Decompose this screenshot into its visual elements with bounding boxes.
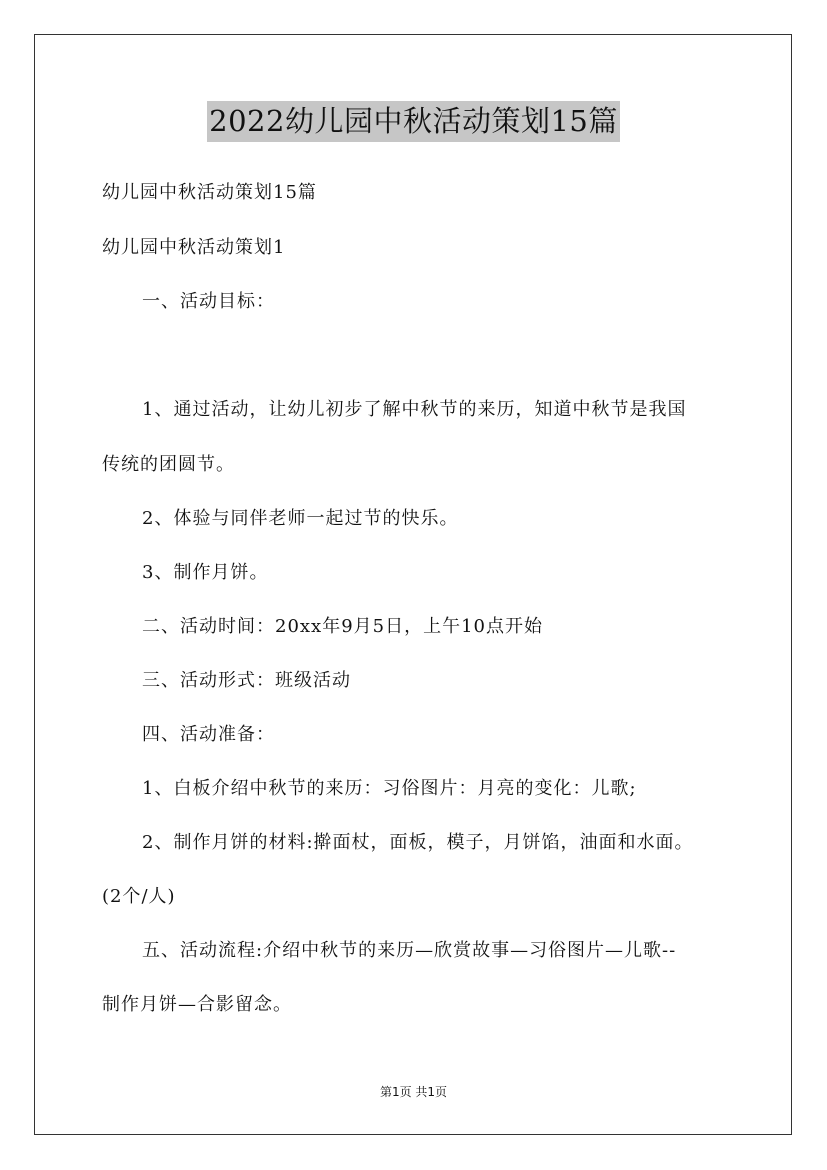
- page-number-footer: 第1页 共1页: [379, 1085, 448, 1099]
- paragraph-line: 2、体验与同伴老师一起过节的快乐。: [142, 508, 459, 529]
- paragraph-line: 1、通过活动，让幼儿初步了解中秋节的来历，知道中秋节是我国: [142, 399, 687, 420]
- paragraph-line: 二、活动时间：20xx年9月5日，上午10点开始: [142, 616, 544, 637]
- paragraph-line: 传统的团圆节。: [102, 454, 235, 475]
- subtitle-line: 幼儿园中秋活动策划15篇: [102, 182, 317, 203]
- paragraph-line: 2、制作月饼的材料:擀面杖，面板，模子，月饼馅，油面和水面。: [142, 832, 694, 853]
- title-container: [0, 101, 827, 142]
- paragraph-line: 四、活动准备：: [142, 724, 275, 745]
- paragraph-line: 五、活动流程:介绍中秋节的来历—欣赏故事—习俗图片—儿歌--: [142, 940, 677, 961]
- paragraph-line: 3、制作月饼。: [142, 562, 269, 583]
- paragraph-line: 三、活动形式：班级活动: [142, 670, 351, 691]
- paragraph-line: 制作月饼—合影留念。: [102, 994, 292, 1015]
- paragraph-line: 1、白板介绍中秋节的来历：习俗图片：月亮的变化：儿歌;: [142, 778, 637, 799]
- paragraph-line: 一、活动目标：: [142, 291, 275, 312]
- paragraph-line: (2个/人): [102, 886, 176, 907]
- section-heading: 幼儿园中秋活动策划1: [102, 237, 286, 258]
- document-title: 2022幼儿园中秋活动策划15篇: [207, 101, 620, 142]
